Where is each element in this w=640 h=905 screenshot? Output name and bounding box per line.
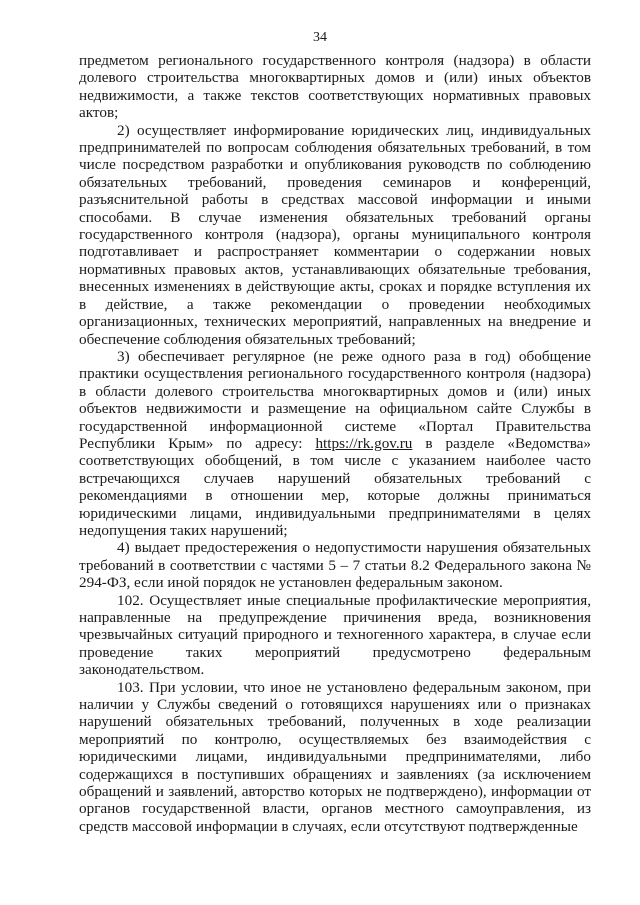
portal-link[interactable]: https://rk.gov.ru xyxy=(315,434,413,452)
paragraph-continuation: предметом регионального государственного контроля (надзора) в области долевого строительства многоквартирных домов и (или) иных объектов недвижимости, а также текстов соответствующих нормативных правовых актов; xyxy=(79,52,591,122)
paragraph-item-3-text-after-link: в разделе «Ведомства» соответствующих обобщений, в том числе с указанием наиболее часто встречающихся случаев нарушений обязательных требований с рекомендациями в отношении мер, которые должны приниматься юридическими лицами, индивидуальными предпринимателями в целях недопущения таких нарушений; xyxy=(79,434,591,539)
page-number: 34 xyxy=(313,30,327,45)
document-body xyxy=(79,52,591,835)
paragraph-item-3 xyxy=(79,348,591,539)
paragraph-item-4: 4) выдает предостережения о недопустимости нарушения обязательных требований в соответствии с частями 5 – 7 статьи 8.2 Федерального закона № 294-ФЗ, если иной порядок не установлен федеральным законом. xyxy=(79,539,591,592)
paragraph-102: 102. Осуществляет иные специальные профилактические мероприятия, направленные на предупреждение причинения вреда, возникновения чрезвычайных ситуаций природного и техногенного характера, в случае если проведение таких мероприятий предусмотрено федеральным законодательством. xyxy=(79,591,591,679)
paragraph-item-3-text-before-link: 3) обеспечивает регулярное (не реже одного раза в год) обобщение практики осуществления регионального государственного контроля (надзора) в области долевого строительства многоквартирных домов и (или) иных объектов недвижимости и размещение на официальном сайте Службы в государственной информационной системе «Портал Правительства Республики Крым» по адресу: xyxy=(79,347,591,452)
paragraph-item-2: 2) осуществляет информирование юридических лиц, индивидуальных предпринимателей по вопросам соблюдения обязательных требований, в том числе посредством разработки и опубликования руководств по соблюдению обязательных требований, проведения семинаров и конференций, разъяснительной работы в средствах массовой информации и иными способами. В случае изменения обязательных требований органы государственного контроля (надзора), органы муниципального контроля подготавливает и распространяет комментарии о содержании новых нормативных правовых актов, устанавливающих обязательные требования, внесенных изменениях в действующие акты, сроках и порядке вступления их в действие, а также рекомендации о проведении необходимых организационных, технических мероприятий, направленных на внедрение и обеспечение соблюдения обязательных требований; xyxy=(79,121,591,348)
paragraph-103: 103. При условии, что иное не установлено федеральным законом, при наличии у Службы сведений о готовящихся нарушениях или о признаках нарушений обязательных требований, полученных в ходе реализации мероприятий по контролю, осуществляемых без взаимодействия с юридическими лицами, индивидуальными предпринимателями, либо содержащихся в поступивших обращениях и заявлениях (за исключением обращений и заявлений, авторство которых не подтверждено), информации от органов государственной власти, органов местного самоуправления, из средств массовой информации в случаях, если отсутствуют подтвержденные xyxy=(79,678,591,835)
